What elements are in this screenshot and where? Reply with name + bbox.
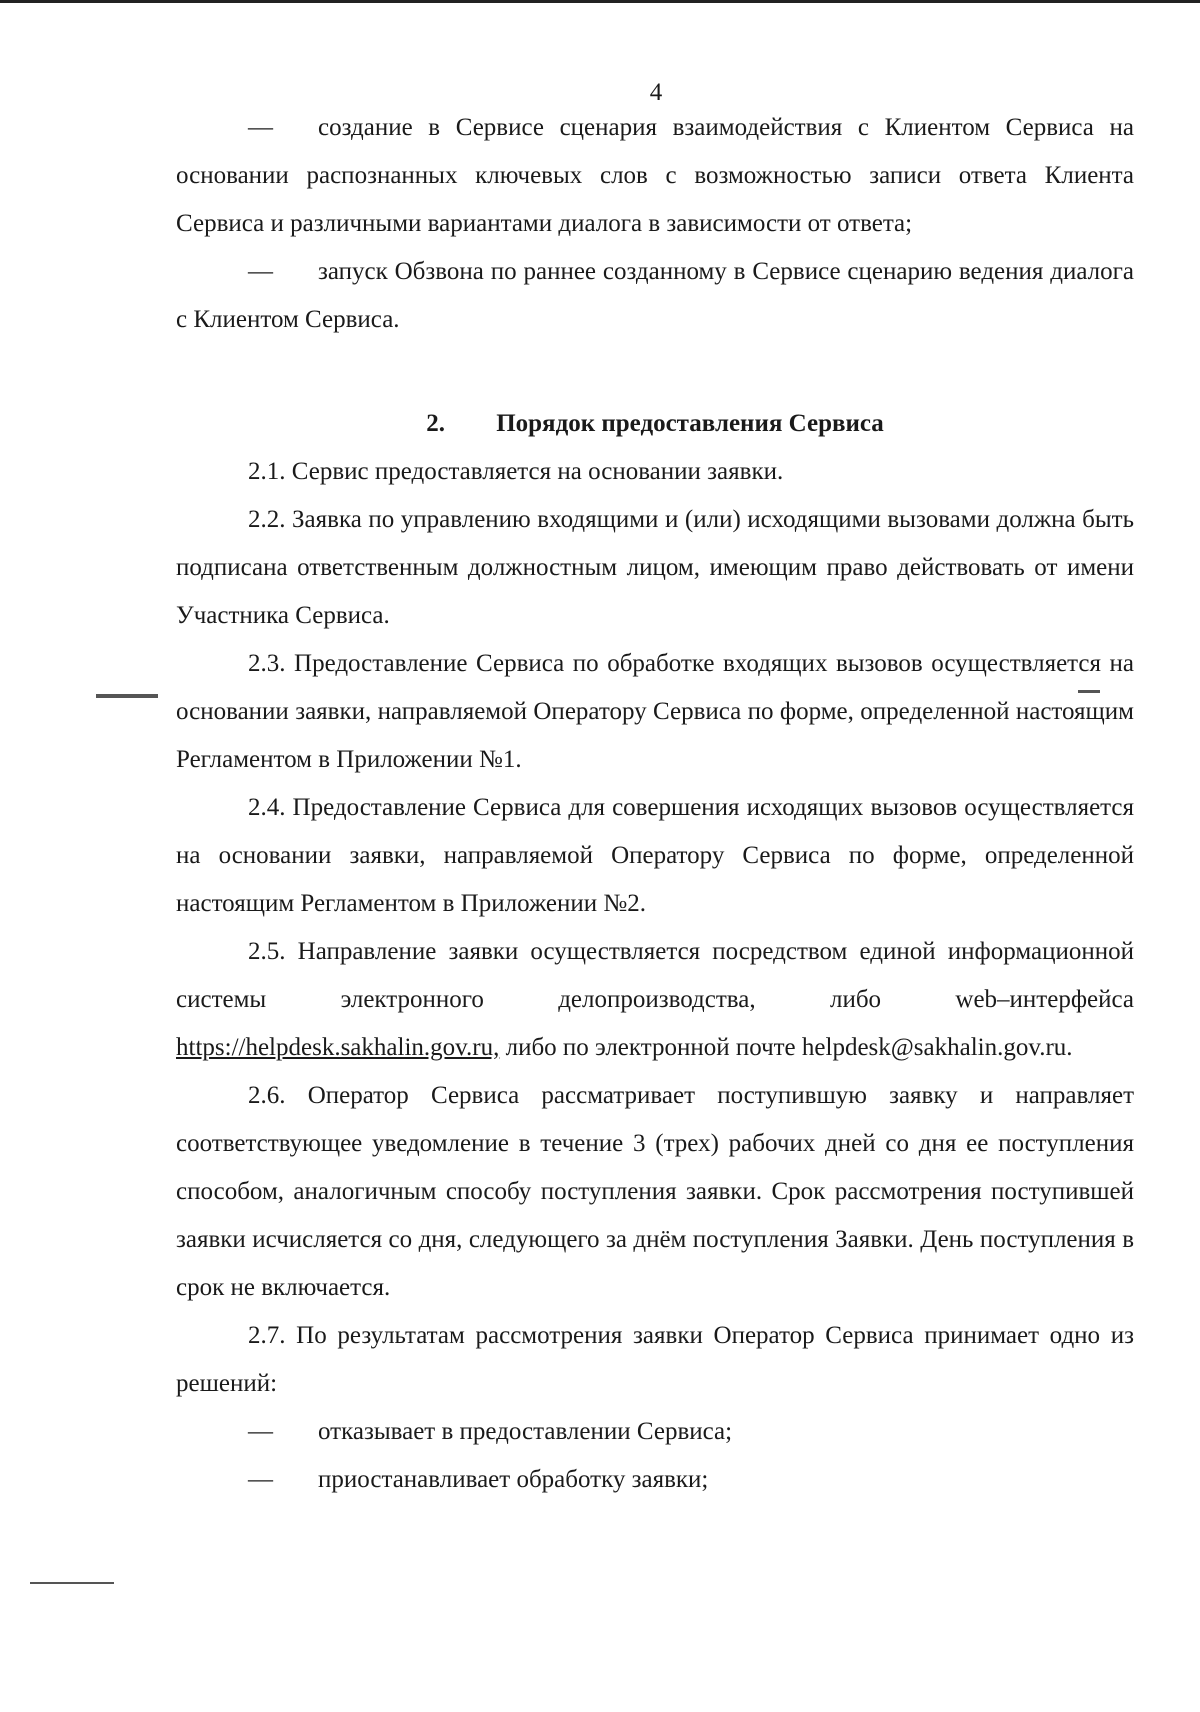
intro-list-item	[176, 104, 1134, 248]
clause-2-2: 2.2. Заявка по управлению входящими и (или) исходящими вызовами должна быть подписана ответственным должностным лицом, имеющим право действовать от имени Участника Сервиса.	[176, 506, 1134, 629]
section-title: Порядок предоставления Сервиса	[496, 410, 884, 437]
intro-item-text: создание в Сервисе сценария взаимодействия с Клиентом Сервиса на основании распознанных ключевых слов с возможностью записи ответа Клиента Сервиса и различными вариантами диалога в зависимости от ответа;	[176, 114, 1134, 237]
decision-list-item	[176, 1408, 1134, 1456]
dash-marker: —	[248, 258, 273, 285]
dash-marker: —	[248, 114, 273, 141]
clause-2-3: 2.3. Предоставление Сервиса по обработке входящих вызовов осуществляется на основании заявки, направляемой Оператору Сервиса по форме, определенной настоящим Регламентом в Приложении №1.	[176, 650, 1134, 773]
intro-item-text: запуск Обзвона по раннее созданному в Сервисе сценарию ведения диалога с Клиентом Сервиса.	[176, 258, 1134, 333]
decision-item-text: отказывает в предоставлении Сервиса;	[318, 1418, 733, 1445]
page-number: 4	[649, 79, 663, 106]
clause-2-5	[176, 928, 1134, 1072]
intro-list-item	[176, 248, 1134, 344]
clause-2-5-text-start: 2.5. Направление заявки осуществляется посредством единой информационной системы электронного делопроизводства, либо web–интерфейса	[176, 938, 1134, 1013]
scan-artifact	[30, 1582, 114, 1584]
top-border-line	[0, 0, 1200, 3]
scan-artifact	[96, 694, 158, 698]
clause-2-6: 2.6. Оператор Сервиса рассматривает поступившую заявку и направляет соответствующее уведомление в течение 3 (трех) рабочих дней со дня ее поступления способом, аналогичным способу поступления заявки. Срок рассмотрения поступившей заявки исчисляется со дня, следующего за днём поступления Заявки. День поступления в срок не включается.	[176, 1082, 1134, 1301]
clause-2-4: 2.4. Предоставление Сервиса для совершения исходящих вызовов осуществляется на основании заявки, направляемой Оператору Сервиса по форме, определенной настоящим Регламентом в Приложении №2.	[176, 794, 1134, 917]
document-body	[176, 104, 1134, 1504]
dash-marker: —	[248, 1418, 273, 1445]
clause-2-5-text-end: либо по электронной почте helpdesk@sakhalin.gov.ru.	[499, 1034, 1073, 1061]
clause-2-7: 2.7. По результатам рассмотрения заявки Оператор Сервиса принимает одно из решений:	[176, 1322, 1134, 1397]
section-heading	[176, 400, 1134, 448]
clause-2-1: 2.1. Сервис предоставляется на основании заявки.	[248, 458, 784, 485]
decision-list-item	[176, 1456, 1134, 1504]
section-number: 2.	[426, 410, 445, 437]
dash-marker: —	[248, 1466, 273, 1493]
decision-item-text: приостанавливает обработку заявки;	[318, 1466, 709, 1493]
helpdesk-web-link[interactable]: https://helpdesk.sakhalin.gov.ru,	[176, 1034, 500, 1061]
